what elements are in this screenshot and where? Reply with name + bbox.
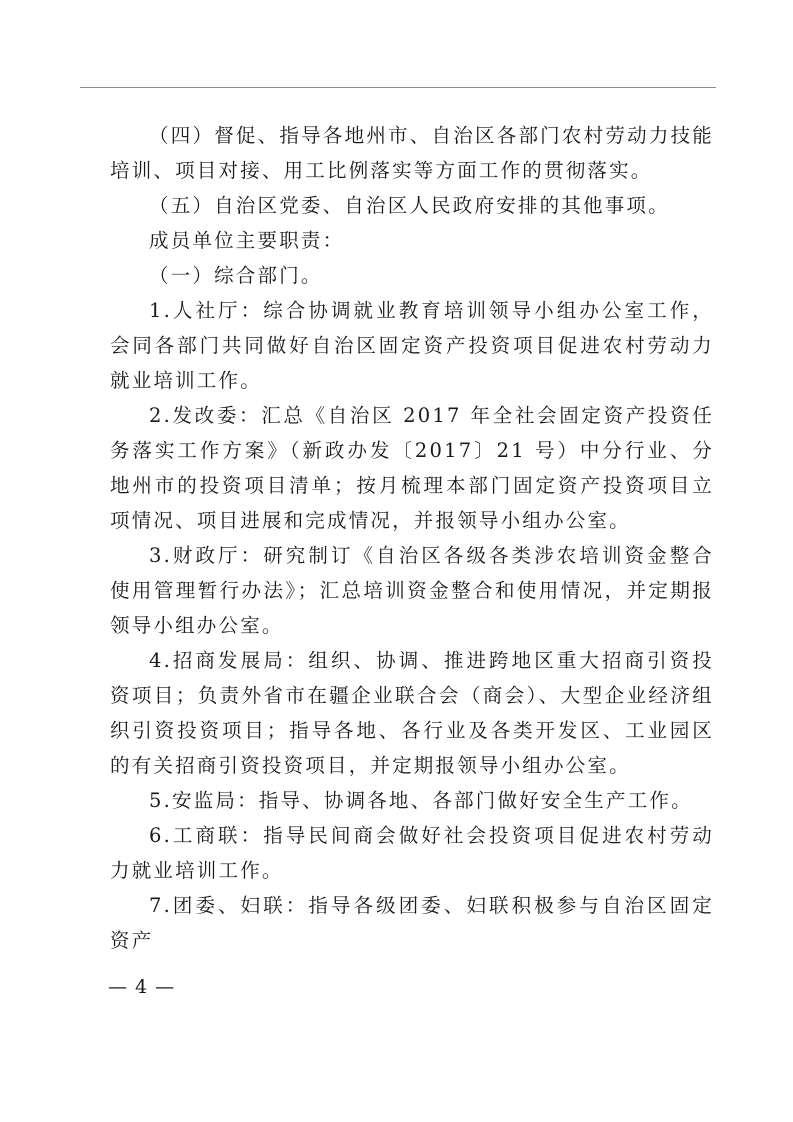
- page-number: — 4 —: [108, 976, 176, 998]
- document-body: [110, 118, 714, 958]
- paragraph-item-6: 6.工商联：指导民间商会做好社会投资项目促进农村劳动力就业培训工作。: [110, 824, 714, 882]
- paragraph-section-1-heading: （一）综合部门。: [149, 264, 323, 287]
- paragraph-item-3: 3.财政厅：研究制订《自治区各级各类涉农培训资金整合使用管理暂行办法》；汇总培训资金整合和使用情况，并定期报领导小组办公室。: [110, 544, 714, 637]
- paragraph-duty-4: （四）督促、指导各地州市、自治区各部门农村劳动力技能培训、项目对接、用工比例落实等方面工作的贯彻落实。: [110, 124, 714, 182]
- paragraph-members-heading: 成员单位主要职责：: [149, 229, 345, 252]
- paragraph-duty-5: （五）自治区党委、自治区人民政府安排的其他事项。: [149, 194, 670, 217]
- paragraph-item-1: 1.人社厅：综合协调就业教育培训领导小组办公室工作，会同各部门共同做好自治区固定资产投资项目促进农村劳动力就业培训工作。: [110, 299, 714, 392]
- header-rule: [80, 87, 716, 88]
- paragraph-item-5: 5.安监局：指导、协调各地、各部门做好安全生产工作。: [149, 789, 693, 812]
- paragraph-item-4: 4.招商发展局：组织、协调、推进跨地区重大招商引资投资项目；负责外省市在疆企业联合会（商会）、大型企业经济组织引资投资项目；指导各地、各行业及各类开发区、工业园区的有关招商引资投资项目，并定期报领导小组办公室。: [110, 649, 714, 777]
- paragraph-item-7: 7.团委、妇联：指导各级团委、妇联积极参与自治区固定资产: [110, 894, 714, 952]
- paragraph-item-2: 2.发改委：汇总《自治区 2017 年全社会固定资产投资任务落实工作方案》（新政办发〔2017〕21 号）中分行业、分地州市的投资项目清单；按月梳理本部门固定资产投资项目立项情况、项目进展和完成情况，并报领导小组办公室。: [110, 404, 714, 532]
